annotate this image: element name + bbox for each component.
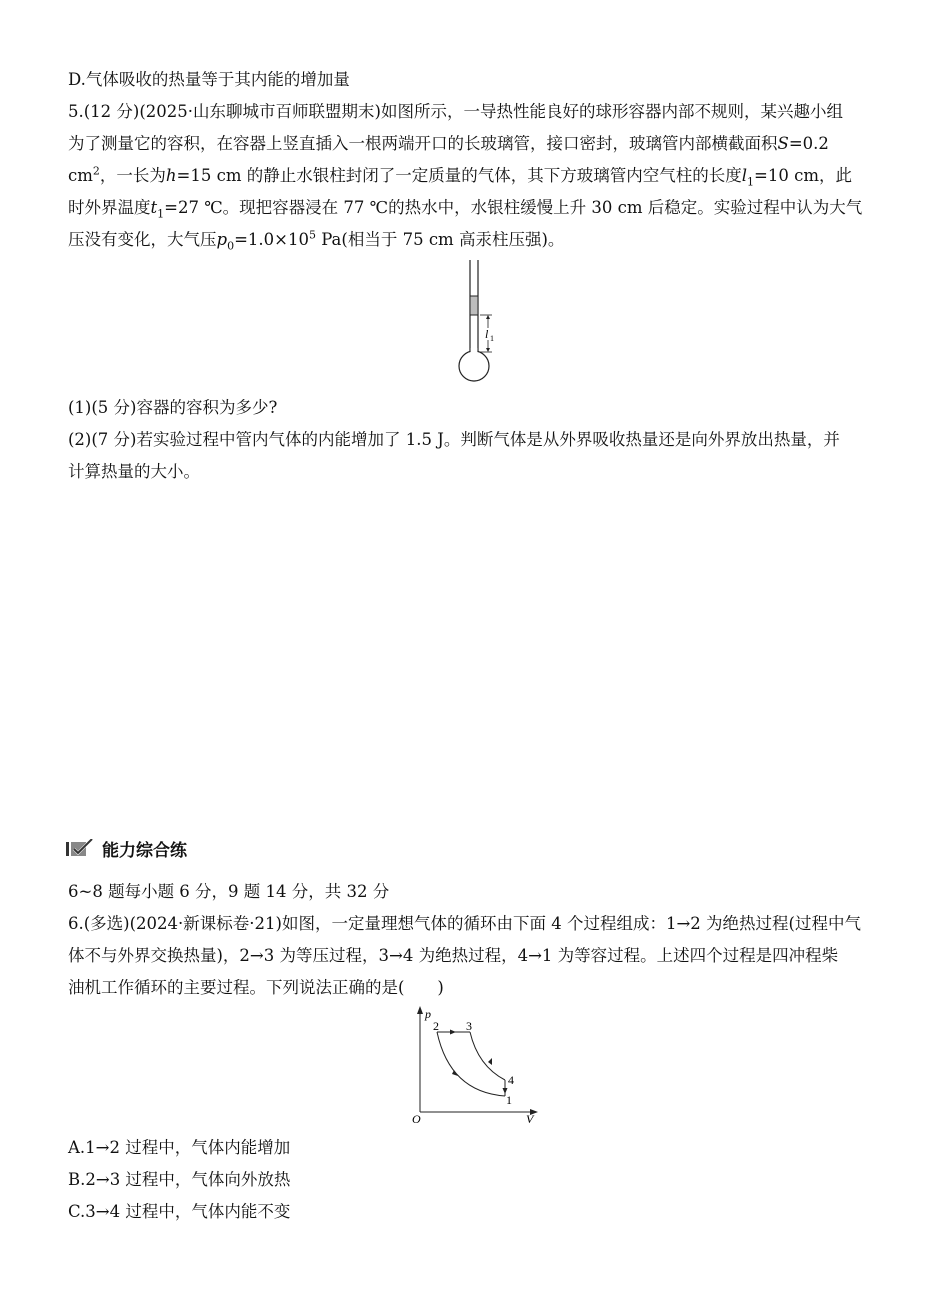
q5-sup-5: 5 [308, 228, 316, 242]
q5-unit-cm: cm [68, 166, 93, 185]
q5-var-t: t [150, 198, 158, 217]
q5-var-l: l [741, 166, 748, 185]
mercury-column [470, 296, 478, 315]
q5-sup-2: 2 [92, 164, 100, 178]
point-3-label: 3 [466, 1019, 472, 1033]
q5-line-3-d: =10 cm，此 [754, 166, 852, 185]
q5-line-4-b: =27 ℃。现把容器浸在 77 ℃的热水中，水银柱缓慢上升 30 cm 后稳定。实验过程中认为大气 [164, 198, 863, 217]
q5-var-p: p [216, 230, 228, 249]
q5-subquestion-2-line-1: (2)(7 分)若实验过程中管内气体的内能增加了 1.5 J。判断气体是从外界吸收热量还是向外界放出热量，并 [68, 430, 840, 449]
point-1-label: 1 [506, 1093, 512, 1107]
q5-line-5-a: 压没有变化，大气压 [68, 230, 217, 249]
q6-line-1: 6.(多选)(2024·新课标卷·21)如图，一定量理想气体的循环由下面 4 个过程组成：1→2 为绝热过程(过程中气 [68, 914, 861, 933]
q5-var-h: h [165, 166, 177, 185]
q5-line-5-c: Pa(相当于 75 cm 高汞柱压强)。 [315, 230, 565, 249]
q5-line-1: 5.(12 分)(2025·山东聊城市百师联盟期末)如图所示，一导热性能良好的球形容器内部不规则，某兴趣小组 [68, 102, 843, 121]
q5-line-4-a: 时外界温度 [68, 198, 151, 217]
scoring-note: 6~8 题每小题 6 分，9 题 14 分，共 32 分 [68, 882, 390, 901]
q5-var-s: S [777, 134, 789, 153]
q5-subquestion-1: (1)(5 分)容器的容积为多少? [68, 398, 278, 417]
q6-option-a: A.1→2 过程中，气体内能增加 [68, 1138, 291, 1157]
q5-subquestion-2-line-2: 计算热量的大小。 [68, 462, 200, 481]
flask-bulb [459, 351, 489, 381]
q5-var-t-sub: 1 [157, 207, 165, 221]
option-d: D.气体吸收的热量等于其内能的增加量 [68, 70, 350, 89]
q5-var-l-sub: 1 [747, 175, 755, 189]
check-box-icon [66, 839, 96, 859]
section-title: 能力综合练 [102, 841, 187, 861]
q6-line-3: 油机工作循环的主要过程。下列说法正确的是( ) [68, 978, 444, 997]
q6-option-c: C.3→4 过程中，气体内能不变 [68, 1202, 291, 1221]
q6-pv-graph [400, 1004, 550, 1126]
q5-line-3-c: =15 cm 的静止水银柱封闭了一定质量的气体，其下方玻璃管内空气柱的长度 [176, 166, 742, 185]
q5-line-2-end: =0.2 [788, 134, 829, 153]
q5-line-4 [68, 197, 862, 219]
section-header [66, 836, 187, 861]
q5-line-5-b: =1.0×10 [234, 230, 309, 249]
q5-var-p-sub: 0 [227, 239, 235, 253]
q5-line-3-b: ，一长为 [99, 166, 166, 185]
q6-option-b: B.2→3 过程中，气体向外放热 [68, 1170, 291, 1189]
q6-line-2: 体不与外界交换热量)，2→3 为等压过程，3→4 为绝热过程，4→1 为等容过程。上述四个过程是四冲程柴 [68, 946, 839, 965]
q5-line-2 [68, 133, 829, 155]
fig-label-l: l [485, 327, 489, 341]
axis-label-v: V [526, 1112, 534, 1126]
axis-label-p: p [425, 1007, 431, 1021]
q5-line-5 [68, 229, 564, 251]
q5-flask-figure [440, 258, 520, 384]
q5-line-2-text: 为了测量它的容积，在容器上竖直插入一根两端开口的长玻璃管，接口密封，玻璃管内部横截面积 [68, 134, 778, 153]
origin-label: O [412, 1112, 421, 1126]
point-4-label: 4 [508, 1073, 514, 1087]
point-2-label: 2 [433, 1019, 439, 1033]
q5-line-3 [68, 165, 852, 187]
fig-label-l-sub: 1 [490, 334, 494, 343]
